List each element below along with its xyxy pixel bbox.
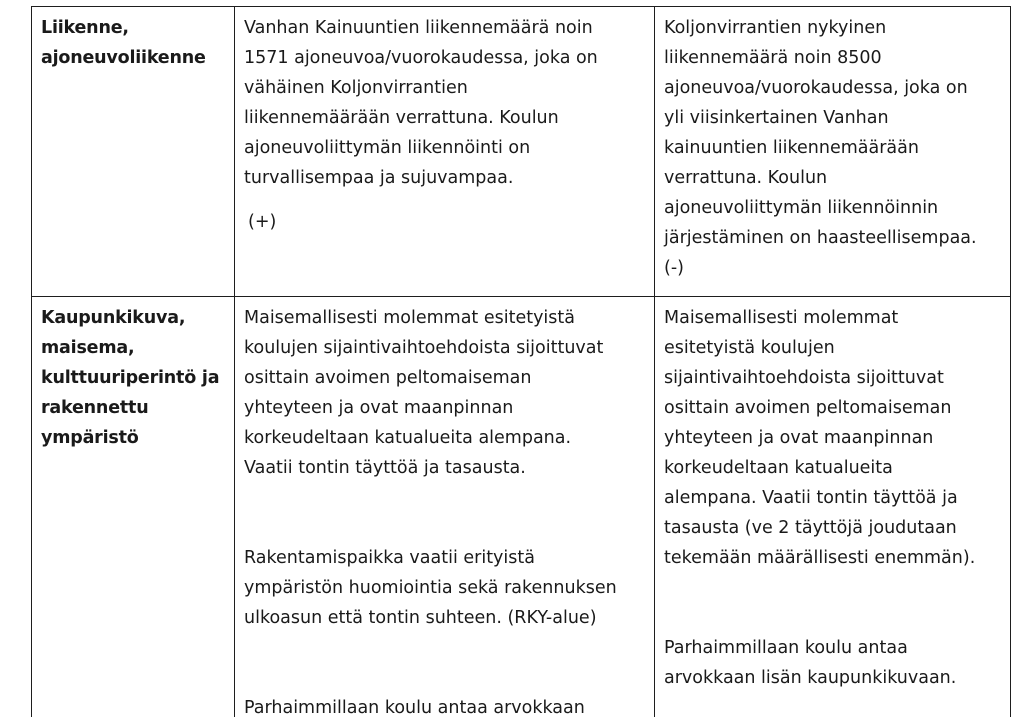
text-line: Maisemallisesti molemmat [664,308,899,328]
criterion-line: maisema, [41,338,135,358]
text-line: ajoneuvoliittymän liikennöinti on [244,138,531,158]
text-line: osittain avoimen peltomaiseman [244,368,532,388]
criterion-line: ympäristö [41,428,139,448]
text-line: Parhaimmillaan koulu antaa arvokkaan [244,698,585,717]
paragraph-gap [664,573,1002,633]
text-line: liikennemäärään verrattuna. Koulun [244,108,559,128]
option-a-cell [235,7,655,297]
text-line: kainuuntien liikennemäärään [664,138,919,158]
text-line: Vanhan Kainuuntien liikennemäärä noin [244,18,593,38]
criterion-cell [32,7,235,297]
option-b-cell [655,7,1011,297]
text-line: tekemään määrällisesti enemmän). [664,548,976,568]
text-line: ympäristön huomiointia sekä rakennuksen [244,578,617,598]
text-line: Rakentamispaikka vaatii erityistä [244,548,535,568]
paragraph-gap [244,483,646,543]
text-line: yli viisinkertainen Vanhan [664,108,889,128]
text-line: esitetyistä koulujen [664,338,835,358]
criterion-line: ajoneuvoliikenne [41,48,206,68]
text-line: tasausta (ve 2 täyttöjä joudutaan [664,518,957,538]
rating-positive: (+) [248,212,277,232]
text-line: alempana. Vaatii tontin täyttöä ja [664,488,958,508]
text-line: vähäinen Koljonvirrantien [244,78,468,98]
text-line: yhteyteen ja ovat maanpinnan [244,398,514,418]
table-row [32,297,1011,717]
text-line: Maisemallisesti molemmat esitetyistä [244,308,575,328]
criterion-line: Liikenne, [41,18,129,38]
criterion-line: Kaupunkikuva, [41,308,186,328]
criterion-line: rakennettu [41,398,149,418]
text-line: liikennemäärä noin 8500 [664,48,882,68]
text-line: Vaatii tontin täyttöä ja tasausta. [244,458,526,478]
text-line: Parhaimmillaan koulu antaa [664,638,908,658]
text-line: korkeudeltaan katualueita [664,458,893,478]
criterion-line: kulttuuriperintö ja [41,368,220,388]
text-line: turvallisempaa ja sujuvampaa. [244,168,514,188]
text-line: yhteyteen ja ovat maanpinnan [664,428,934,448]
criterion-cell [32,297,235,717]
text-line: ajoneuvoa/vuorokaudessa, joka on [664,78,968,98]
text-line: osittain avoimen peltomaiseman [664,398,952,418]
table-row [32,7,1011,297]
text-line: korkeudeltaan katualueita alempana. [244,428,572,448]
text-line: arvokkaan lisän kaupunkikuvaan. [664,668,957,688]
text-line: Koljonvirrantien nykyinen [664,18,887,38]
comparison-table [31,6,1011,717]
text-line: järjestäminen on haasteellisempaa. [664,228,977,248]
text-line: ajoneuvoliittymän liikennöinnin [664,198,939,218]
paragraph-gap [244,633,646,693]
text-line: ulkoasun että tontin suhteen. (RKY-alue) [244,608,597,628]
text-line: koulujen sijaintivaihtoehdoista sijoittuvat [244,338,604,358]
text-line: 1571 ajoneuvoa/vuorokaudessa, joka on [244,48,598,68]
option-a-cell [235,297,655,717]
text-line: verrattuna. Koulun [664,168,828,188]
text-line: sijaintivaihtoehdoista sijoittuvat [664,368,944,388]
rating-negative: (-) [664,258,684,278]
option-b-cell [655,297,1011,717]
